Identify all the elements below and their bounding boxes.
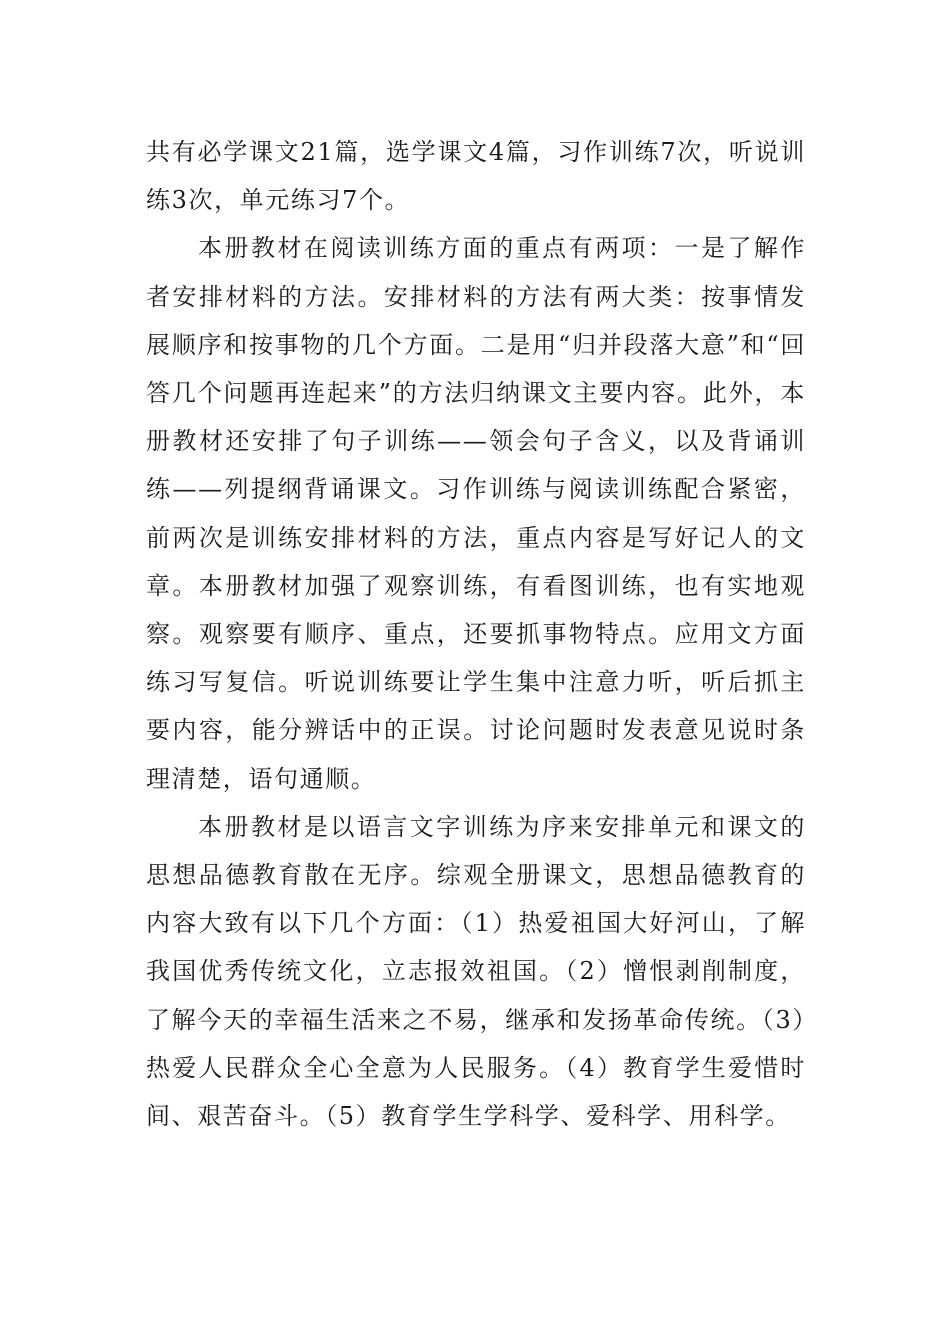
document-body [146,128,806,1140]
paragraph-reading-training: 本册教材在阅读训练方面的重点有两项：一是了解作者安排材料的方法。安排材料的方法有两大类：按事情发展顺序和按事物的几个方面。二是用“归并段落大意”和“回答几个问题再连起来”的方法归纳课文主要内容。此外，本册教材还安排了句子训练——领会句子含义，以及背诵训练——列提纲背诵课文。习作训练与阅读训练配合紧密，前两次是训练安排材料的方法，重点内容是写好记人的文章。本册教材加强了观察训练，有看图训练，也有实地观察。观察要有顺序、重点，还要抓事物特点。应用文方面练习写复信。听说训练要让学生集中注意力听，听后抓主要内容，能分辨话中的正误。讨论问题时发表意见说时条理清楚，语句通顺。 [146,234,806,793]
paragraph-moral-education: 本册教材是以语言文字训练为序来安排单元和课文的思想品德教育散在无序。综观全册课文，思想品德教育的内容大致有以下几个方面：（1）热爱祖国大好河山，了解我国优秀传统文化，立志报效祖国。（2）憎恨剥削制度，了解今天的幸福生活来之不易，继承和发扬革命传统。（3）热爱人民群众全心全意为人民服务。（4）教育学生爱惜时间、艰苦奋斗。（5）教育学生学科学、爱科学、用科学。 [146,812,806,1131]
paragraph-lesson-counts: 共有必学课文21篇，选学课文4篇，习作训练7次，听说训练3次，单元练习7个。 [146,138,806,215]
